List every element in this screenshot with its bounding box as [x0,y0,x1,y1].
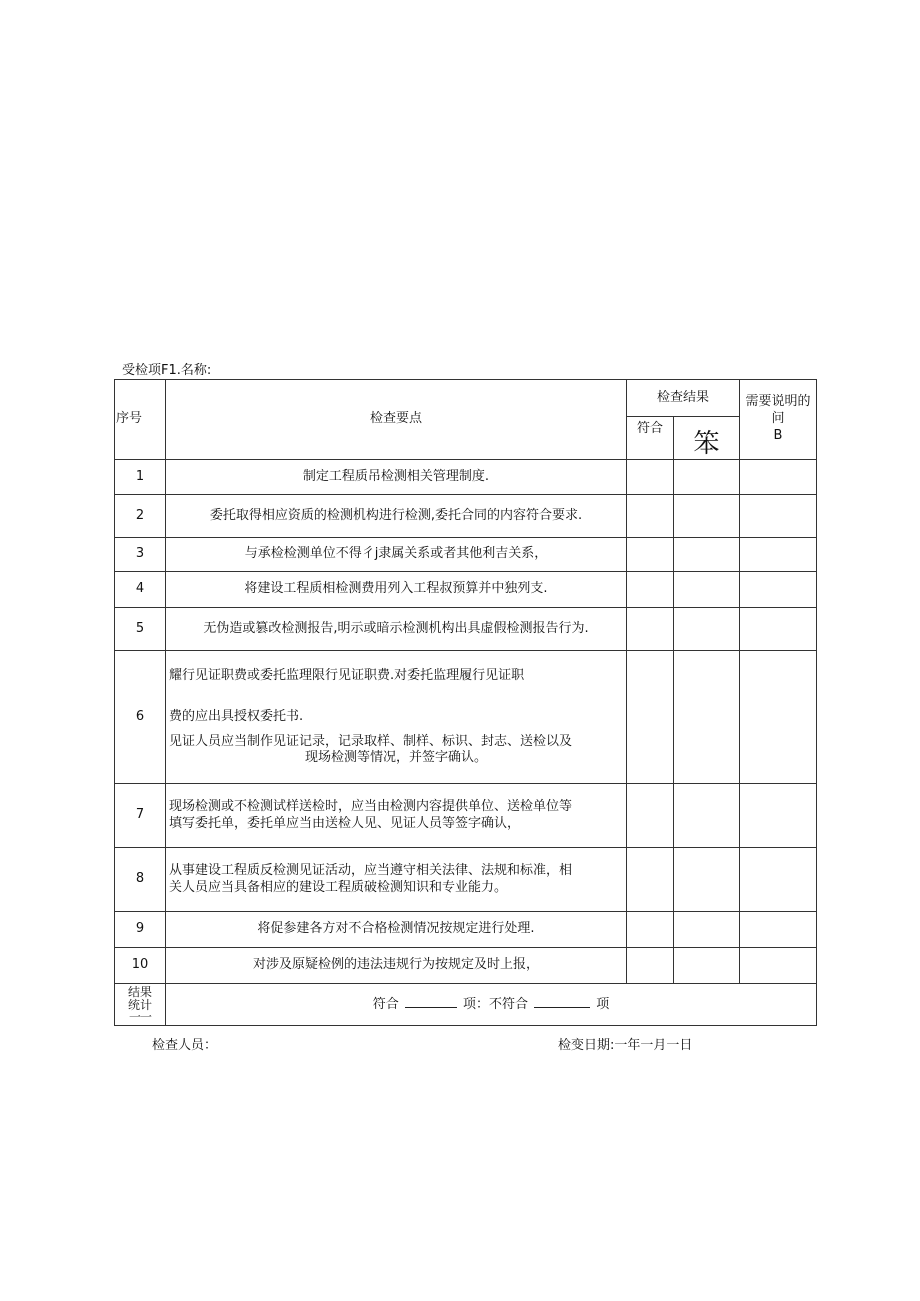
row-text: 委托取得相应资质的检测机构进行检测,委托合同的内容符合要求. [166,495,627,538]
notes-cell[interactable] [740,460,817,495]
stats-label-line3: 一一 [128,1010,151,1025]
notes-cell[interactable] [740,495,817,538]
pass-cell[interactable] [627,784,674,848]
row-text-line: 现场检测或不检测试样送检时，应当由检测内容提供单位、送检单位等 [169,799,573,815]
notes-cell[interactable] [740,572,817,608]
row-seq: 7 [115,784,166,848]
row-seq: 4 [115,572,166,608]
pass-cell[interactable] [627,495,674,538]
inspection-table [114,379,816,1028]
header-check-points: 检查要点 [166,380,627,460]
row-text-line: 耀行见证职费或委托监理限行见证职费.对委托监理履行见证职 [169,668,525,683]
row-seq: 1 [115,460,166,495]
pass-cell[interactable] [627,608,674,651]
pass-cell[interactable] [627,848,674,912]
row-text [166,848,627,912]
inspection-date-label: 检变日期:一年一月一日 [558,1038,693,1053]
stats-fail-blank[interactable] [534,995,590,1008]
notes-cell[interactable] [740,651,817,784]
row-seq: 8 [115,848,166,912]
fail-cell[interactable] [674,495,740,538]
header-fail: 笨 [674,417,740,460]
stats-label [115,984,166,1026]
row-seq: 2 [115,495,166,538]
notes-cell[interactable] [740,912,817,948]
row-text-line: 填写委托单，委托单应当由送检人见、见证人员等签字确认， [169,815,521,831]
header-check-result: 检查结果 [627,380,740,417]
row-seq: 9 [115,912,166,948]
fail-cell[interactable] [674,784,740,848]
row-text: 对涉及原疑检例的违法违规行为按规定及时上报， [166,948,627,984]
table-row [115,848,817,912]
pass-cell[interactable] [627,912,674,948]
fail-cell[interactable] [674,572,740,608]
header-notes-line1: 需要说明的问 [745,394,811,427]
table-row [115,608,817,651]
table-row [115,460,817,495]
table-row [115,948,817,984]
row-text-line: 关人员应当具备相应的建设工程质破检测知识和专业能力。 [169,879,508,895]
table-row [115,538,817,572]
stats-pass-blank[interactable] [405,995,457,1008]
notes-cell[interactable] [740,848,817,912]
row-text: 与承检检测单位不得彳j隶属关系或者其他利吉关系， [166,538,627,572]
notes-cell[interactable] [740,948,817,984]
fail-cell[interactable] [674,608,740,651]
stats-pass-label: 符合 [372,997,399,1013]
inspector-label: 检查人员： [152,1038,218,1053]
pass-cell[interactable] [627,538,674,572]
notes-cell[interactable] [740,784,817,848]
inspected-unit-label: 受检项F1.名称: [122,363,212,378]
stats-row [115,984,817,1026]
fail-cell[interactable] [674,538,740,572]
row-text: 无伪造或篡改检测报告,明示或暗示检测机构出具虚假检测报告行为. [166,608,627,651]
row-seq: 10 [115,948,166,984]
row-text-line: 费的应出具授权委托书. [169,709,304,725]
pass-cell[interactable] [627,651,674,784]
row-seq: 3 [115,538,166,572]
table-row [115,784,817,848]
fail-cell[interactable] [674,460,740,495]
table-row [115,651,817,784]
stats-content [166,984,817,1026]
row-text: 将促参建各方对不合格检测情况按规定进行处理. [166,912,627,948]
row-text-line: 现场检测等情况，并签字确认。 [304,749,487,765]
table-row [115,495,817,538]
row-seq: 5 [115,608,166,651]
pass-cell[interactable] [627,948,674,984]
fail-cell[interactable] [674,912,740,948]
row-text-line: 从事建设工程质反检测见证活动，应当遵守相关法律、法规和标准，相 [169,863,573,879]
row-text: 制定工程质吊检测相关管理制度. [166,460,627,495]
fail-cell[interactable] [674,848,740,912]
table-row [115,572,817,608]
pass-cell[interactable] [627,572,674,608]
row-text-line: 见证人员应当制作见证记录，记录取样、制样、标识、封志、送检以及 [169,733,573,749]
stats-label-line1: 结果 [127,985,152,1000]
row-text [166,784,627,848]
notes-cell[interactable] [740,538,817,572]
row-seq: 6 [115,651,166,784]
stats-fail-label: 项：不符合 [463,997,529,1013]
stats-label-line2: 统计 [127,997,152,1012]
fail-cell[interactable] [674,651,740,784]
header-notes-line2: B [773,427,783,443]
pass-cell[interactable] [627,460,674,495]
fail-cell[interactable] [674,948,740,984]
header-seq: 序号 [115,380,166,460]
row-text [166,651,627,784]
table-row [115,912,817,948]
stats-end-label: 项 [596,997,610,1013]
header-notes [740,380,817,460]
header-pass: 符合 [627,417,674,460]
row-text: 将建设工程质相检测费用列入工程叔预算并中独列支. [166,572,627,608]
notes-cell[interactable] [740,608,817,651]
